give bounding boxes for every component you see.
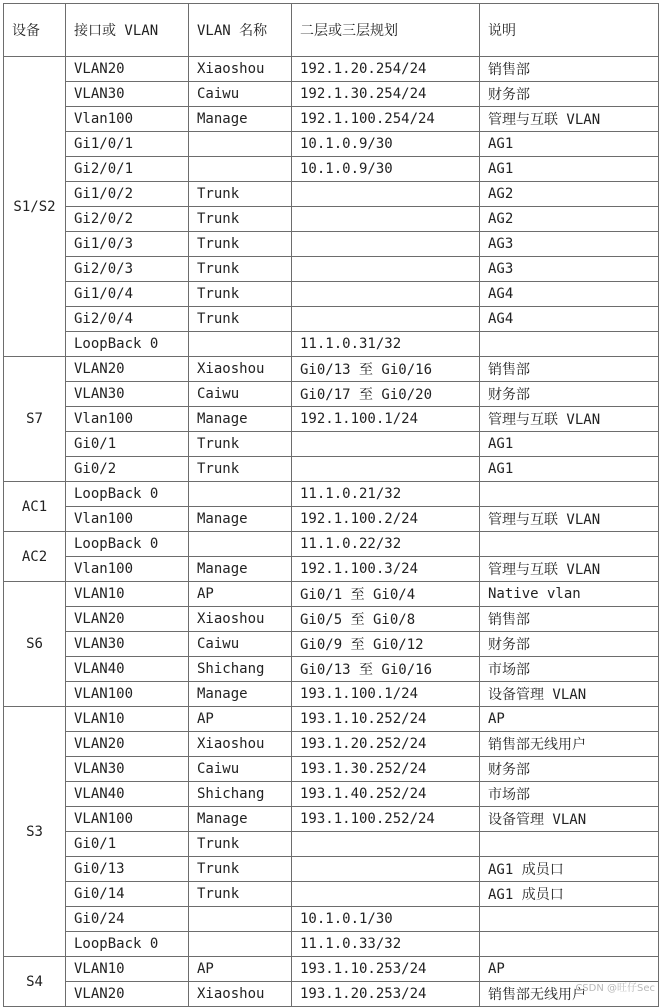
header-description: 说明 — [480, 4, 659, 57]
plan-cell: 192.1.100.2/24 — [292, 507, 480, 532]
plan-cell — [292, 432, 480, 457]
interface-cell: VLAN10 — [66, 582, 189, 607]
interface-cell: Gi1/0/2 — [66, 182, 189, 207]
interface-cell: LoopBack 0 — [66, 932, 189, 957]
description-cell: 销售部 — [480, 357, 659, 382]
interface-cell: VLAN20 — [66, 357, 189, 382]
description-cell: AG1 成员口 — [480, 857, 659, 882]
table-row — [4, 832, 659, 857]
description-cell: 销售部 — [480, 607, 659, 632]
vlan-name-cell: Xiaoshou — [189, 357, 292, 382]
vlan-name-cell: Manage — [189, 507, 292, 532]
description-cell: AG3 — [480, 232, 659, 257]
device-cell: S6 — [4, 582, 66, 707]
vlan-name-cell: Trunk — [189, 207, 292, 232]
header-l2-l3-plan: 二层或三层规划 — [292, 4, 480, 57]
table-row — [4, 207, 659, 232]
plan-cell: 11.1.0.21/32 — [292, 482, 480, 507]
interface-cell: Gi1/0/3 — [66, 232, 189, 257]
table-row — [4, 307, 659, 332]
vlan-name-cell: Caiwu — [189, 382, 292, 407]
description-cell: AP — [480, 957, 659, 982]
vlan-name-cell — [189, 482, 292, 507]
interface-cell: Gi1/0/4 — [66, 282, 189, 307]
description-cell: 设备管理 VLAN — [480, 807, 659, 832]
plan-cell — [292, 207, 480, 232]
description-cell — [480, 532, 659, 557]
table-row — [4, 707, 659, 732]
plan-cell: 193.1.20.252/24 — [292, 732, 480, 757]
vlan-name-cell: Caiwu — [189, 82, 292, 107]
plan-cell: 193.1.30.252/24 — [292, 757, 480, 782]
interface-cell: Gi0/14 — [66, 882, 189, 907]
description-cell: 销售部 — [480, 57, 659, 82]
plan-cell — [292, 282, 480, 307]
vlan-name-cell: AP — [189, 707, 292, 732]
interface-cell: VLAN10 — [66, 707, 189, 732]
plan-cell: 192.1.100.3/24 — [292, 557, 480, 582]
vlan-name-cell: AP — [189, 957, 292, 982]
interface-cell: VLAN20 — [66, 982, 189, 1007]
vlan-name-cell — [189, 332, 292, 357]
table-row — [4, 657, 659, 682]
interface-cell: Vlan100 — [66, 557, 189, 582]
vlan-name-cell: Trunk — [189, 282, 292, 307]
plan-cell: 10.1.0.9/30 — [292, 132, 480, 157]
header-row — [4, 4, 659, 57]
vlan-name-cell: Caiwu — [189, 757, 292, 782]
plan-cell: 10.1.0.1/30 — [292, 907, 480, 932]
vlan-name-cell — [189, 932, 292, 957]
table-row — [4, 457, 659, 482]
vlan-name-cell — [189, 157, 292, 182]
vlan-name-cell: Trunk — [189, 232, 292, 257]
plan-cell: 192.1.30.254/24 — [292, 82, 480, 107]
device-cell: AC2 — [4, 532, 66, 582]
interface-cell: VLAN30 — [66, 632, 189, 657]
table-row — [4, 332, 659, 357]
interface-cell: VLAN20 — [66, 57, 189, 82]
interface-cell: LoopBack 0 — [66, 482, 189, 507]
table-row — [4, 407, 659, 432]
vlan-name-cell: Trunk — [189, 182, 292, 207]
table-body — [4, 57, 659, 1007]
interface-cell: Gi2/0/1 — [66, 157, 189, 182]
interface-cell: Vlan100 — [66, 107, 189, 132]
description-cell — [480, 907, 659, 932]
interface-cell: VLAN100 — [66, 807, 189, 832]
table-row — [4, 482, 659, 507]
plan-cell: 11.1.0.33/32 — [292, 932, 480, 957]
vlan-name-cell: Trunk — [189, 857, 292, 882]
vlan-name-cell — [189, 907, 292, 932]
plan-cell: 192.1.100.1/24 — [292, 407, 480, 432]
table-row — [4, 632, 659, 657]
plan-cell: Gi0/5 至 Gi0/8 — [292, 607, 480, 632]
plan-cell — [292, 882, 480, 907]
interface-cell: Gi1/0/1 — [66, 132, 189, 157]
table-row — [4, 857, 659, 882]
plan-cell — [292, 182, 480, 207]
plan-cell: 193.1.10.253/24 — [292, 957, 480, 982]
plan-cell: Gi0/9 至 Gi0/12 — [292, 632, 480, 657]
watermark: CSDN @旺仔Sec — [575, 983, 655, 994]
table-row — [4, 732, 659, 757]
description-cell: 管理与互联 VLAN — [480, 407, 659, 432]
description-cell: 市场部 — [480, 782, 659, 807]
table-row — [4, 382, 659, 407]
plan-cell: Gi0/1 至 Gi0/4 — [292, 582, 480, 607]
vlan-name-cell: Xiaoshou — [189, 57, 292, 82]
description-cell — [480, 332, 659, 357]
vlan-name-cell: Manage — [189, 557, 292, 582]
table-row — [4, 932, 659, 957]
description-cell: 财务部 — [480, 632, 659, 657]
interface-cell: LoopBack 0 — [66, 532, 189, 557]
plan-cell: Gi0/17 至 Gi0/20 — [292, 382, 480, 407]
description-cell: 管理与互联 VLAN — [480, 507, 659, 532]
vlan-name-cell: Trunk — [189, 432, 292, 457]
table-row — [4, 582, 659, 607]
table-row — [4, 882, 659, 907]
interface-cell: VLAN30 — [66, 82, 189, 107]
device-cell: S4 — [4, 957, 66, 1007]
description-cell: AG4 — [480, 282, 659, 307]
table-row — [4, 107, 659, 132]
vlan-name-cell: Manage — [189, 682, 292, 707]
description-cell: AG4 — [480, 307, 659, 332]
interface-cell: Gi0/2 — [66, 457, 189, 482]
vlan-name-cell: Trunk — [189, 457, 292, 482]
description-cell: 设备管理 VLAN — [480, 682, 659, 707]
table-row — [4, 282, 659, 307]
table-row — [4, 182, 659, 207]
description-cell: AP — [480, 707, 659, 732]
plan-cell: 193.1.100.1/24 — [292, 682, 480, 707]
description-cell: AG1 成员口 — [480, 882, 659, 907]
interface-cell: Gi2/0/3 — [66, 257, 189, 282]
plan-cell — [292, 832, 480, 857]
vlan-name-cell: Manage — [189, 407, 292, 432]
interface-cell: Gi0/1 — [66, 832, 189, 857]
vlan-name-cell: Manage — [189, 107, 292, 132]
description-cell: 管理与互联 VLAN — [480, 557, 659, 582]
table-row — [4, 157, 659, 182]
table-row — [4, 507, 659, 532]
interface-cell: Gi0/13 — [66, 857, 189, 882]
plan-cell: 11.1.0.22/32 — [292, 532, 480, 557]
plan-cell — [292, 307, 480, 332]
plan-cell: Gi0/13 至 Gi0/16 — [292, 657, 480, 682]
network-plan-table — [3, 3, 659, 1007]
table-row — [4, 57, 659, 82]
vlan-name-cell: Trunk — [189, 307, 292, 332]
table-row — [4, 782, 659, 807]
interface-cell: LoopBack 0 — [66, 332, 189, 357]
table-row — [4, 957, 659, 982]
plan-cell: 10.1.0.9/30 — [292, 157, 480, 182]
plan-cell: 193.1.100.252/24 — [292, 807, 480, 832]
vlan-name-cell — [189, 532, 292, 557]
vlan-name-cell: Shichang — [189, 657, 292, 682]
table-row — [4, 232, 659, 257]
table-row — [4, 907, 659, 932]
vlan-name-cell: Trunk — [189, 257, 292, 282]
vlan-name-cell — [189, 132, 292, 157]
table-row — [4, 557, 659, 582]
description-cell: 销售部无线用户 — [480, 982, 659, 1007]
description-cell: AG1 — [480, 132, 659, 157]
header-interface: 接口或 VLAN — [66, 4, 189, 57]
description-cell: AG2 — [480, 182, 659, 207]
description-cell: 市场部 — [480, 657, 659, 682]
plan-cell: 192.1.100.254/24 — [292, 107, 480, 132]
interface-cell: VLAN100 — [66, 682, 189, 707]
interface-cell: VLAN30 — [66, 382, 189, 407]
plan-cell: Gi0/13 至 Gi0/16 — [292, 357, 480, 382]
vlan-name-cell: Trunk — [189, 832, 292, 857]
table-row — [4, 132, 659, 157]
description-cell: 管理与互联 VLAN — [480, 107, 659, 132]
vlan-name-cell: Xiaoshou — [189, 732, 292, 757]
interface-cell: VLAN20 — [66, 732, 189, 757]
header-vlan-name: VLAN 名称 — [189, 4, 292, 57]
table-row — [4, 257, 659, 282]
description-cell: Native vlan — [480, 582, 659, 607]
table-row — [4, 757, 659, 782]
table-row — [4, 682, 659, 707]
table-row — [4, 982, 659, 1007]
plan-cell: 11.1.0.31/32 — [292, 332, 480, 357]
interface-cell: Gi0/24 — [66, 907, 189, 932]
description-cell — [480, 932, 659, 957]
description-cell: 财务部 — [480, 82, 659, 107]
vlan-name-cell: AP — [189, 582, 292, 607]
interface-cell: VLAN30 — [66, 757, 189, 782]
interface-cell: Gi0/1 — [66, 432, 189, 457]
description-cell: AG1 — [480, 432, 659, 457]
interface-cell: Gi2/0/2 — [66, 207, 189, 232]
interface-cell: Gi2/0/4 — [66, 307, 189, 332]
interface-cell: VLAN10 — [66, 957, 189, 982]
table-row — [4, 357, 659, 382]
vlan-name-cell: Xiaoshou — [189, 982, 292, 1007]
vlan-name-cell: Caiwu — [189, 632, 292, 657]
interface-cell: Vlan100 — [66, 507, 189, 532]
description-cell — [480, 832, 659, 857]
description-cell: AG3 — [480, 257, 659, 282]
interface-cell: Vlan100 — [66, 407, 189, 432]
plan-cell: 193.1.40.252/24 — [292, 782, 480, 807]
interface-cell: VLAN20 — [66, 607, 189, 632]
description-cell: AG1 — [480, 457, 659, 482]
interface-cell: VLAN40 — [66, 657, 189, 682]
plan-cell — [292, 257, 480, 282]
device-cell: AC1 — [4, 482, 66, 532]
device-cell: S3 — [4, 707, 66, 957]
table-row — [4, 607, 659, 632]
plan-cell: 192.1.20.254/24 — [292, 57, 480, 82]
table-row — [4, 532, 659, 557]
description-cell: AG1 — [480, 157, 659, 182]
interface-cell: VLAN40 — [66, 782, 189, 807]
plan-cell — [292, 857, 480, 882]
table-row — [4, 432, 659, 457]
description-cell: 财务部 — [480, 757, 659, 782]
vlan-name-cell: Manage — [189, 807, 292, 832]
device-cell: S7 — [4, 357, 66, 482]
header-device: 设备 — [4, 4, 66, 57]
plan-cell: 193.1.10.252/24 — [292, 707, 480, 732]
table-row — [4, 82, 659, 107]
vlan-name-cell: Shichang — [189, 782, 292, 807]
plan-cell — [292, 457, 480, 482]
vlan-name-cell: Xiaoshou — [189, 607, 292, 632]
table-row — [4, 807, 659, 832]
description-cell: AG2 — [480, 207, 659, 232]
description-cell: 财务部 — [480, 382, 659, 407]
plan-cell — [292, 232, 480, 257]
description-cell — [480, 482, 659, 507]
plan-cell: 193.1.20.253/24 — [292, 982, 480, 1007]
vlan-name-cell: Trunk — [189, 882, 292, 907]
device-cell: S1/S2 — [4, 57, 66, 357]
description-cell: 销售部无线用户 — [480, 732, 659, 757]
